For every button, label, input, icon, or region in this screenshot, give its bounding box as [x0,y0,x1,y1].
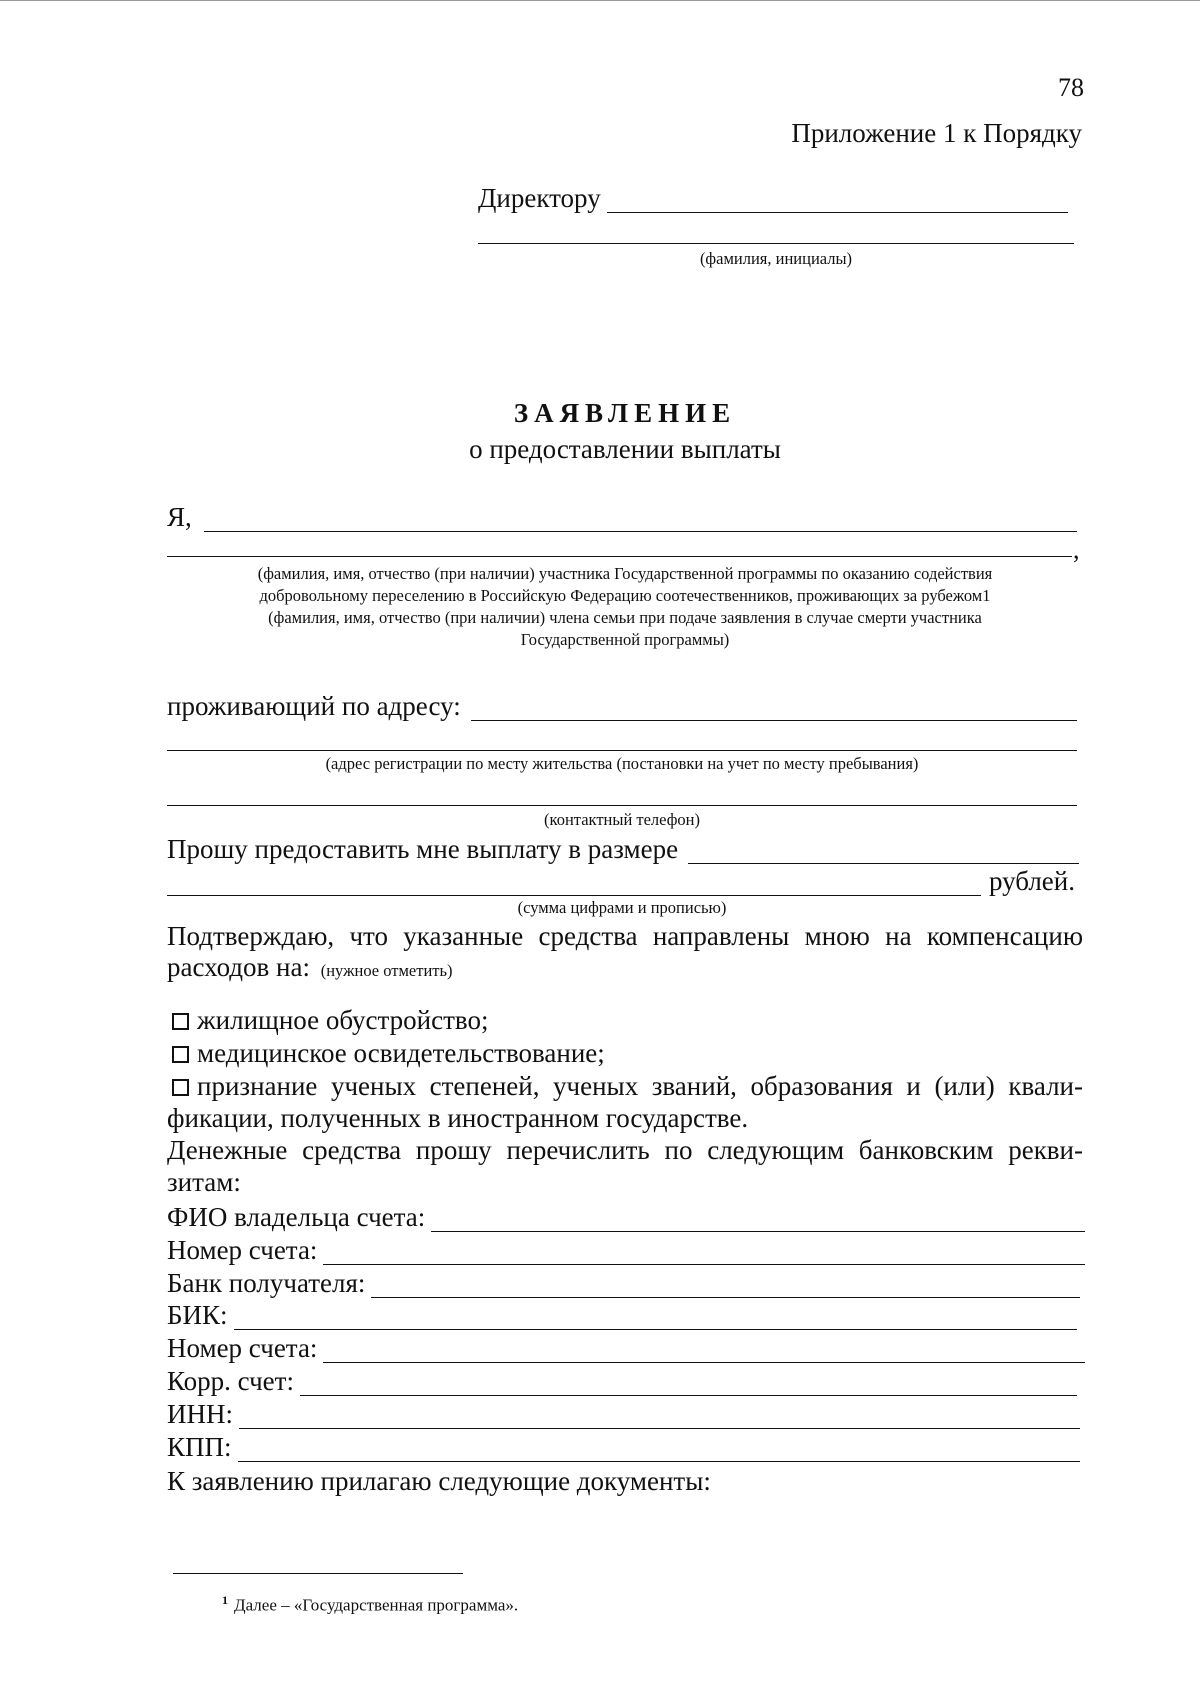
kpp-field[interactable] [238,1437,1080,1462]
footnote-divider [173,1573,463,1574]
address-field[interactable] [471,696,1077,721]
footnote-text: Далее – «Государственная программа». [234,1595,519,1615]
option-label: медицинское освидетельствование; [197,1038,605,1068]
payment-row [167,834,1079,864]
inn-row [167,1399,1080,1429]
account-number-2-field[interactable] [323,1338,1085,1363]
inn-field[interactable] [239,1404,1080,1429]
confirmation-note: (нужное отметить) [320,961,453,980]
applicant-comma: , [1073,535,1080,564]
confirmation-line: Подтверждаю, что указанные средства направлены мною на компенсацию [167,921,1083,951]
address-caption: (адрес регистрации по месту жительства (постановки на учет по месту пребывания) [325,754,919,773]
addressee-label: Директору [478,183,601,213]
bank-intro-line: Денежные средства прошу перечислить по следующим банковским рекви- [167,1135,1083,1165]
field-label: КПП: [167,1432,232,1462]
addressee-field-2[interactable] [478,243,1074,244]
applicant-label: Я, [167,502,192,532]
bank-name-row [167,1268,1080,1298]
confirmation-expenses-label: расходов на: [167,952,310,982]
address-row [167,691,1077,721]
addressee-field[interactable] [607,188,1068,213]
field-label: ИНН: [167,1399,233,1429]
option-label: признание ученых степеней, ученых званий, образования и (или) квали- [197,1071,1083,1101]
field-label: БИК: [167,1300,228,1330]
phone-field[interactable] [167,805,1077,806]
account-number-row [167,1235,1085,1265]
footnote-mark: 1 [222,1593,228,1607]
payment-row-2 [167,866,1075,896]
corr-account-row [167,1366,1077,1396]
option-medical [172,1038,605,1069]
account-number-2-row [167,1333,1085,1363]
option-recognition [172,1070,1083,1103]
address-field-2[interactable] [167,750,1077,751]
addressee-caption: (фамилия, инициалы) [699,249,853,268]
field-label: ФИО владельца счета: [167,1202,426,1232]
bik-row [167,1300,1077,1330]
applicant-name-field[interactable] [204,507,1077,532]
field-label: Номер счета: [167,1235,318,1265]
option-recognition-continuation: фикации, полученных в иностранном государстве. [167,1103,749,1133]
appendix-reference: Приложение 1 к Порядку [791,118,1082,148]
currency-label: рублей. [988,866,1075,896]
address-label: проживающий по адресу: [167,691,461,721]
medical-checkbox[interactable] [172,1046,189,1063]
option-recognition-line [172,1070,1083,1103]
confirmation-line-2 [167,952,453,983]
applicant-caption-line: Государственной программы) [520,630,730,649]
payment-caption: (сумма цифрами и прописью) [517,898,727,917]
confirmation-text [167,920,1083,953]
document-subtitle: о предоставлении выплаты [469,434,781,464]
option-housing [172,1005,488,1036]
recognition-checkbox[interactable] [172,1079,189,1096]
corr-account-field[interactable] [300,1371,1077,1396]
payment-label: Прошу предоставить мне выплату в размере [167,834,679,864]
addressee-row [478,183,1068,213]
applicant-row [167,502,1077,532]
field-label: Номер счета: [167,1333,318,1363]
bank-intro [167,1134,1083,1167]
account-number-field[interactable] [323,1240,1085,1265]
applicant-caption-line: (фамилия, имя, отчество (при наличии) участника Государственной программы по оказанию содействия [257,564,993,583]
attachments-heading: К заявлению прилагаю следующие документы: [167,1466,711,1496]
phone-caption: (контактный телефон) [544,810,700,829]
applicant-name-field-2[interactable] [167,556,1072,557]
scan-edge-line [0,0,1200,1]
account-owner-field[interactable] [431,1207,1085,1232]
applicant-caption [160,563,1090,651]
bank-intro-line-2: зитам: [167,1167,241,1197]
account-owner-row [167,1202,1085,1232]
applicant-caption-line: (фамилия, имя, отчество (при наличии) члена семьи при подаче заявления в случае смерти участника [268,608,982,627]
payment-amount-words-field[interactable] [167,871,981,896]
housing-checkbox[interactable] [172,1013,189,1030]
option-label: жилищное обустройство; [197,1005,489,1035]
bik-field[interactable] [234,1305,1077,1330]
page-number: 78 [1058,73,1084,102]
applicant-caption-line: добровольному переселению в Российскую Федерацию соотечественников, проживающих за рубежом1 [259,586,991,605]
bank-name-field[interactable] [371,1273,1080,1298]
footnote [222,1593,518,1616]
field-label: Корр. счет: [167,1366,294,1396]
payment-amount-field[interactable] [688,839,1079,864]
document-title: ЗАЯВЛЕНИЕ [513,398,737,428]
kpp-row [167,1432,1080,1462]
field-label: Банк получателя: [167,1268,366,1298]
